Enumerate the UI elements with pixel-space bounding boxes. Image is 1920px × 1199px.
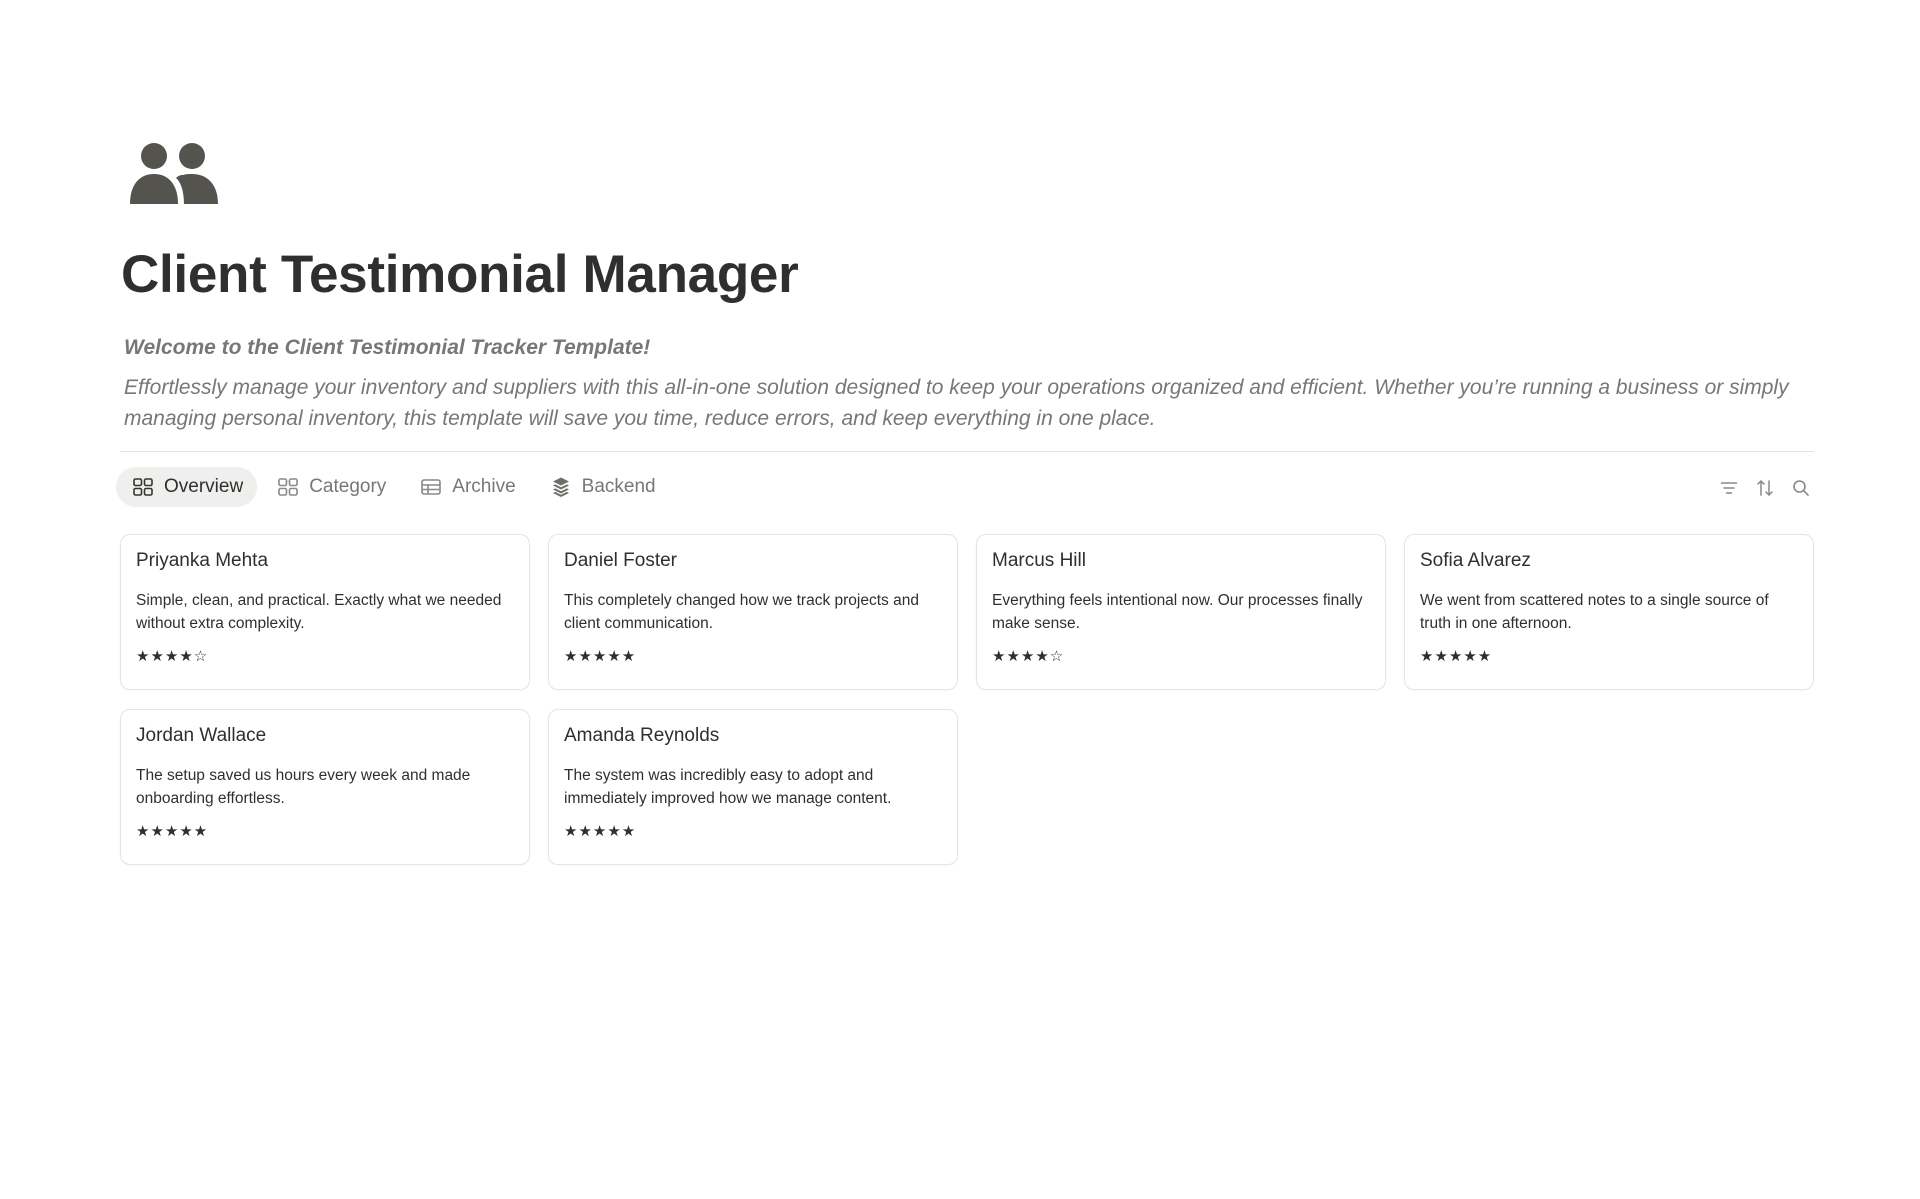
divider [120,451,1814,452]
testimonial-quote: Everything feels intentional now. Our processes finally make sense. [992,592,1363,632]
tab-category[interactable] [261,467,400,507]
star-rating: ★★★★★ [1420,647,1493,665]
tab-label: Overview [164,476,244,497]
view-tabs [116,467,674,507]
testimonial-quote: Simple, clean, and practical. Exactly what we needed without extra complexity. [136,592,502,632]
testimonial-card[interactable] [120,534,530,690]
gallery-grid [120,534,1815,865]
sort-icon[interactable] [1752,475,1778,501]
filter-icon[interactable] [1716,475,1742,501]
client-name: Jordan Wallace [136,725,267,746]
gallery-icon [277,476,299,498]
client-name: Marcus Hill [992,550,1086,571]
intro-body: Effortlessly manage your inventory and suppliers with this all-in-one solution designed to keep your operations organized and efficient. Whether you’re running a business or simply managing personal inventory, this template will save you time, reduce errors, and keep everything in one place. [124,376,1789,430]
client-name: Sofia Alvarez [1420,550,1531,571]
tab-backend[interactable] [534,467,670,507]
intro-heading: Welcome to the Client Testimonial Tracker Template! [124,336,651,359]
view-toolbar [1706,475,1814,501]
testimonial-quote: We went from scattered notes to a single source of truth in one afternoon. [1420,592,1769,632]
tab-label: Backend [581,476,656,497]
tab-label: Archive [452,476,516,497]
testimonial-card[interactable] [976,534,1386,690]
tab-label: Category [309,476,387,497]
tab-archive[interactable] [404,467,529,507]
testimonial-card[interactable] [548,709,958,865]
star-rating: ★★★★☆ [992,647,1065,665]
testimonial-card[interactable] [120,709,530,865]
page-title[interactable]: Client Testimonial Manager [121,245,799,304]
tab-overview[interactable] [116,467,257,507]
star-rating: ★★★★★ [136,822,209,840]
testimonial-quote: This completely changed how we track projects and client communication. [564,592,919,632]
testimonial-card[interactable] [548,534,958,690]
testimonial-card[interactable] [1404,534,1814,690]
testimonial-quote: The system was incredibly easy to adopt and immediately improved how we manage content. [564,767,892,807]
gallery-icon [132,476,154,498]
star-rating: ★★★★☆ [136,647,209,665]
table-icon [420,476,442,498]
people-icon[interactable] [128,140,220,204]
client-name: Amanda Reynolds [564,725,720,746]
layers-icon [550,476,572,498]
testimonial-quote: The setup saved us hours every week and made onboarding effortless. [136,767,471,807]
client-name: Daniel Foster [564,550,677,571]
star-rating: ★★★★★ [564,647,637,665]
search-icon[interactable] [1788,475,1814,501]
star-rating: ★★★★★ [564,822,637,840]
client-name: Priyanka Mehta [136,550,269,571]
